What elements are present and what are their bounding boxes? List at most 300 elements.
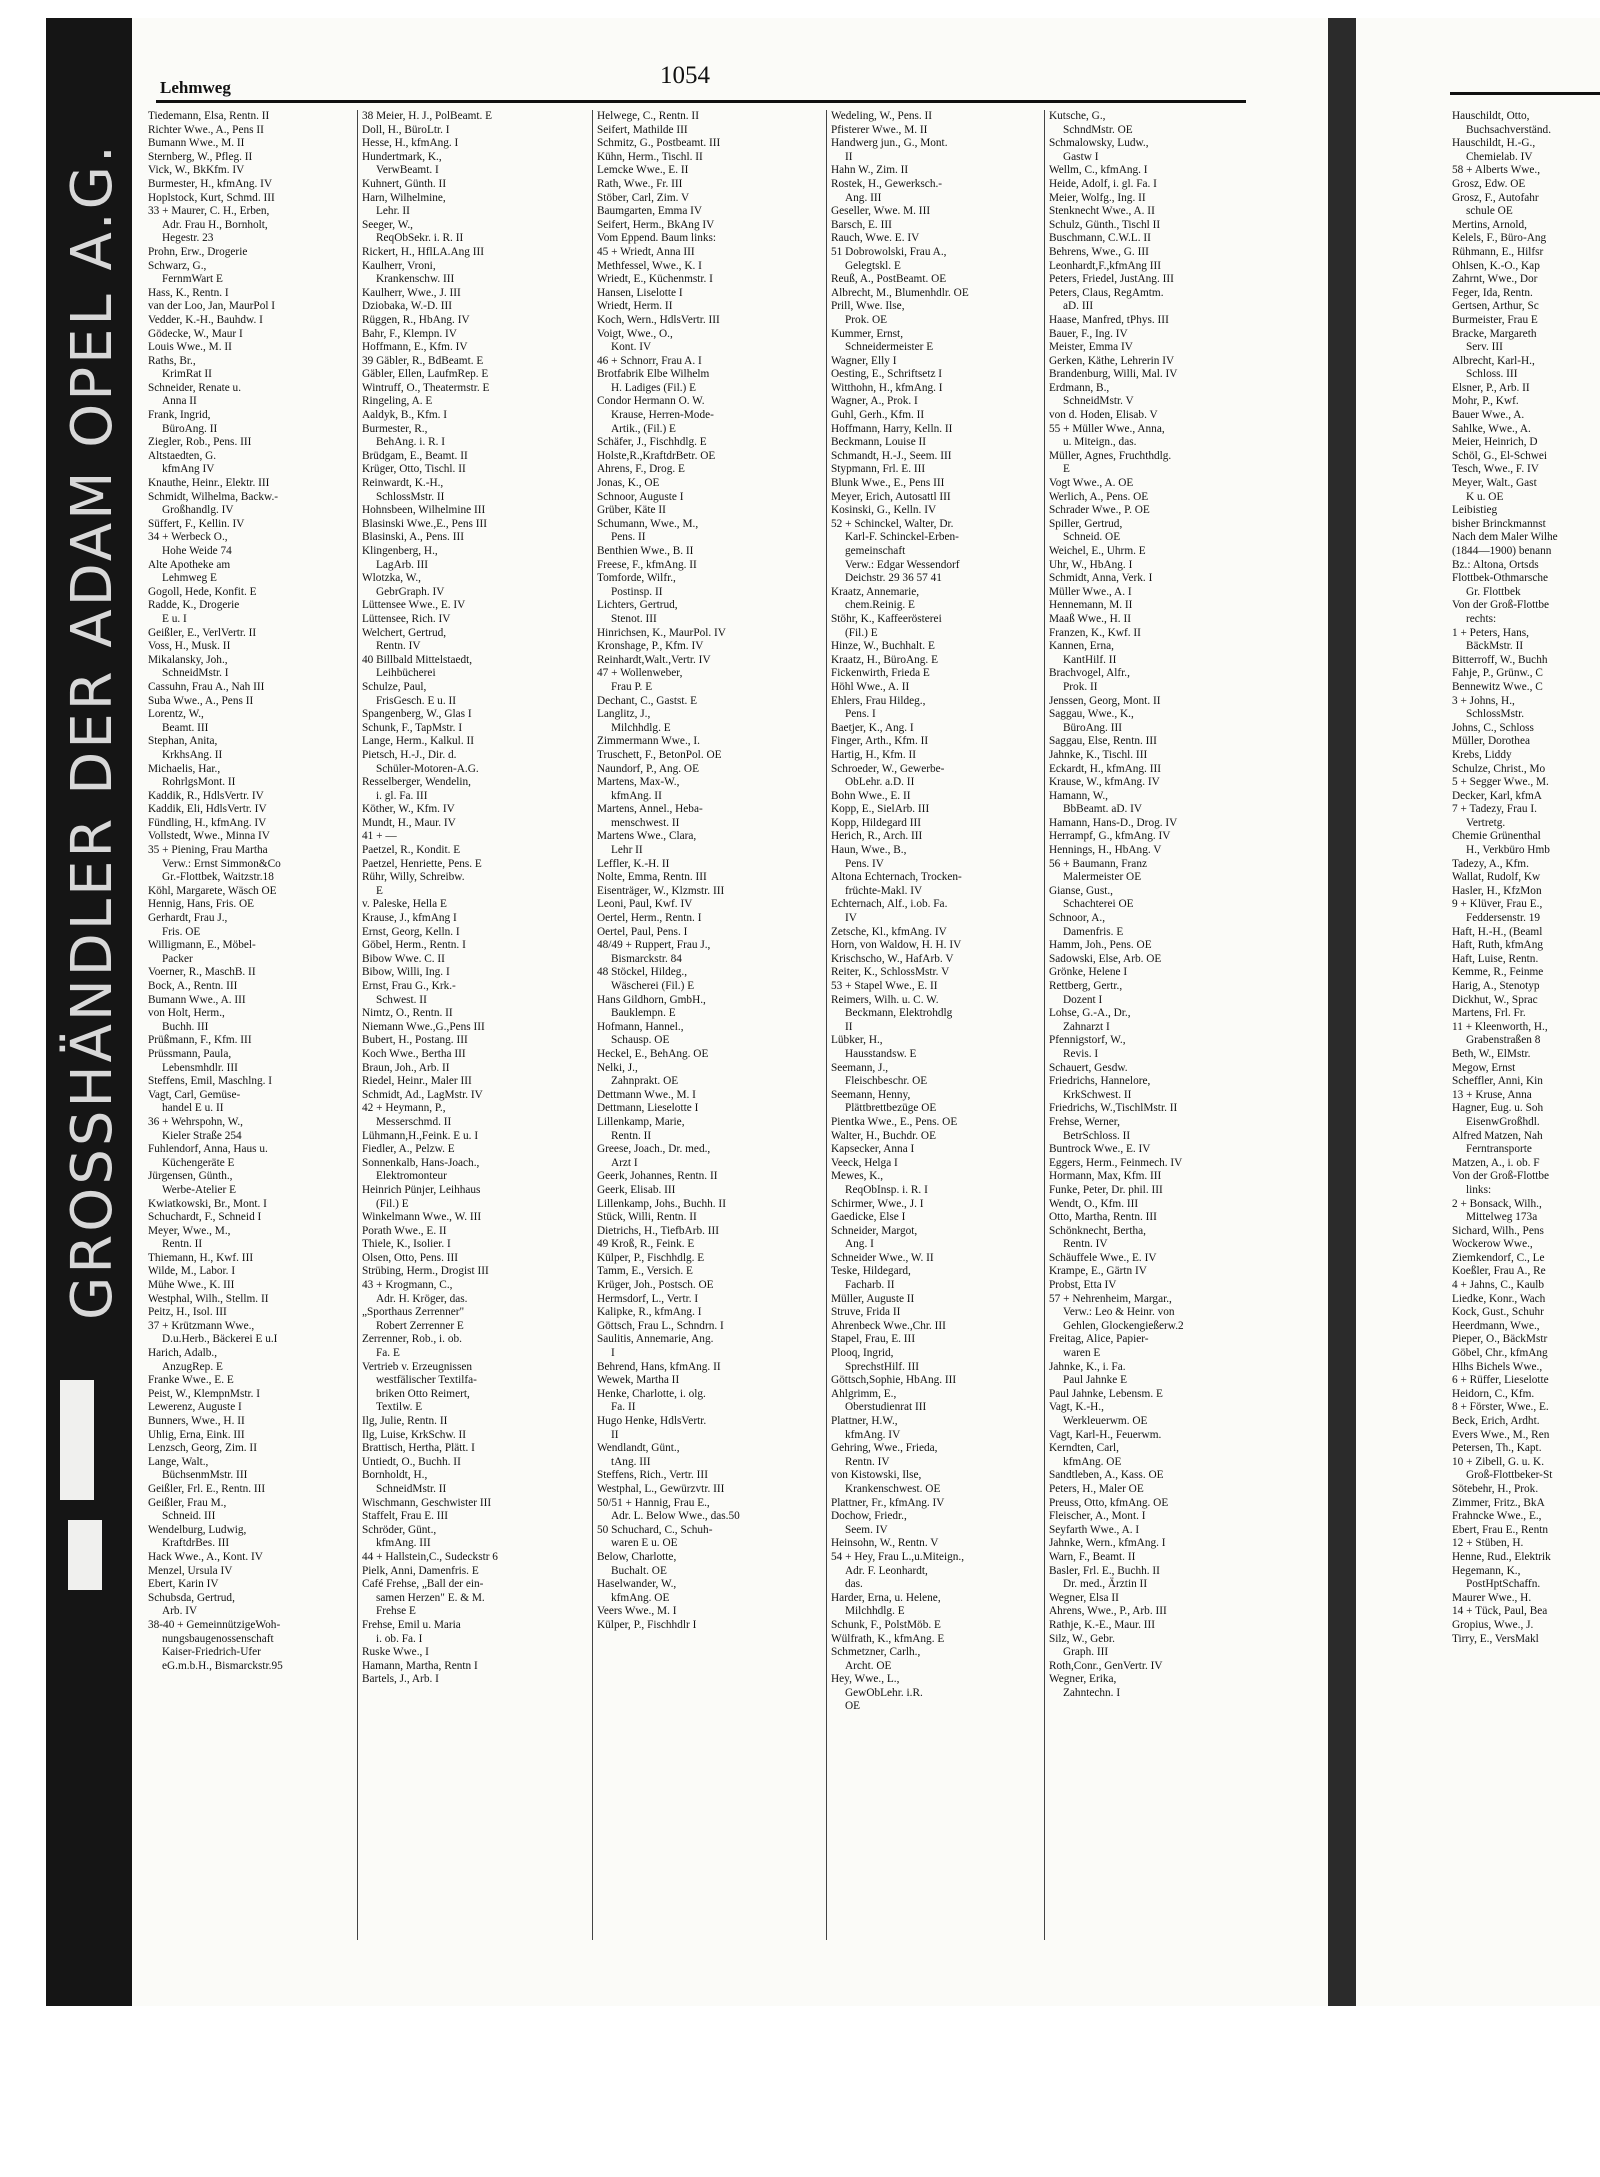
- directory-entry: Kaulherr, Vroni,: [362, 259, 436, 272]
- directory-entry: Martens, Max-W.,: [597, 776, 680, 789]
- directory-entry: Dietrichs, H., TiefbArb. III: [597, 1224, 720, 1237]
- directory-column-2: [362, 110, 588, 1950]
- directory-entry: Wendlandt, Günt.,: [597, 1442, 680, 1455]
- directory-entry: Bumann Wwe., A. III: [148, 993, 246, 1006]
- directory-entry: KraftdrBes. III: [162, 1537, 230, 1550]
- directory-entry: Pfennigstorf, W.,: [1049, 1034, 1126, 1047]
- directory-entry: Freese, F., kfmAng. II: [597, 558, 697, 571]
- directory-entry: Schneidermeister E: [845, 341, 934, 354]
- directory-entry: Ziemkendorf, C., Le: [1452, 1251, 1545, 1264]
- directory-entry: Alfred Matzen, Nah: [1452, 1129, 1543, 1142]
- directory-entry: Karl-F. Schinckel-Erben-: [845, 531, 959, 544]
- directory-entry: 55 + Müller Wwe., Anna,: [1049, 422, 1165, 435]
- directory-entry: Kummer, Ernst,: [831, 327, 904, 340]
- directory-entry: Sahlke, Wwe., A.: [1452, 422, 1531, 435]
- directory-entry: Schäfer, J., Fischhdlg. E: [597, 436, 707, 449]
- directory-entry: Wewek, Martha II: [597, 1374, 680, 1387]
- directory-entry: Hugo Henke, HdlsVertr.: [597, 1415, 707, 1427]
- directory-entry: Heerdmann, Wwe.,: [1452, 1319, 1540, 1332]
- directory-entry: Peters, Friedel, JustAng. III: [1049, 273, 1174, 286]
- directory-entry: Ang. III: [845, 191, 882, 204]
- directory-entry: Thiemann, H., Kwf. III: [148, 1251, 254, 1264]
- directory-entry: Zerrenner, Rob., i. ob.: [362, 1333, 462, 1346]
- directory-entry: Messerschmd. II: [376, 1115, 452, 1128]
- directory-entry: Hlhs Bichels Wwe.,: [1452, 1360, 1543, 1373]
- directory-entry: Sötebehr, H., Prok.: [1452, 1482, 1539, 1495]
- directory-entry: Nimtz, O., Rentn. II: [362, 1007, 453, 1020]
- directory-entry: Baumgarten, Emma IV: [597, 205, 703, 218]
- directory-entry: Ohlsen, K.-O., Kap: [1452, 259, 1540, 272]
- directory-entry: Lübker, H.,: [831, 1034, 883, 1047]
- directory-entry: von d. Hoden, Elisab. V: [1049, 409, 1158, 422]
- directory-entry: gemeinschaft: [845, 545, 906, 557]
- directory-entry: Gropius, Wwe., J.: [1452, 1618, 1534, 1631]
- directory-entry: Porath Wwe., E. II: [362, 1224, 447, 1237]
- directory-entry: Werkleuerwm. OE: [1063, 1415, 1148, 1427]
- directory-entry: Beth, W., ElMstr.: [1452, 1047, 1531, 1060]
- directory-entry: Truschett, F., BetonPol. OE: [597, 748, 722, 761]
- directory-entry: Hermsdorf, L., Vertr. I: [597, 1292, 699, 1305]
- directory-entry: kfmAng. OE: [611, 1591, 670, 1604]
- directory-entry: Echternach, Alf., i.ob. Fa.: [831, 898, 948, 911]
- directory-entry: VerwBeamt. I: [376, 164, 439, 177]
- directory-entry: 7 + Tadezy, Frau I.: [1452, 803, 1537, 816]
- directory-entry: Langlitz, J.,: [597, 708, 651, 721]
- directory-entry: samen Herzen" E. & M.: [376, 1591, 485, 1604]
- directory-entry: Burmester, H., kfmAng. IV: [148, 177, 273, 190]
- directory-entry: Lenzsch, Georg, Zim. II: [148, 1442, 257, 1455]
- directory-entry: Ruske Wwe., I: [362, 1646, 429, 1659]
- directory-entry: Gehlen, Glockengießerw.2: [1063, 1319, 1184, 1332]
- directory-entry: von Kistowski, Ilse,: [831, 1469, 922, 1482]
- directory-entry: Walter, H., Buchdr. OE: [831, 1129, 936, 1142]
- directory-entry: E: [376, 884, 383, 897]
- directory-entry: Dochow, Friedr.,: [831, 1510, 907, 1523]
- directory-entry: Finger, Arth., Kfm. II: [831, 735, 929, 748]
- directory-entry: Wellm, C., kfmAng. I: [1049, 164, 1148, 177]
- directory-entry: Köther, W., Kfm. IV: [362, 803, 455, 816]
- directory-entry: Hennig, Hans, Fris. OE: [148, 898, 255, 911]
- directory-column-5: [1049, 110, 1277, 1950]
- directory-entry: Krampe, E., Gärtn IV: [1049, 1265, 1147, 1278]
- directory-entry: Bracke, Margareth: [1452, 327, 1537, 340]
- directory-entry: Leibistieg: [1452, 504, 1498, 517]
- directory-entry: Müller Wwe., A. I: [1049, 585, 1132, 598]
- directory-entry: Bennewitz Wwe., C: [1452, 680, 1543, 693]
- directory-entry: E: [1063, 463, 1070, 476]
- directory-entry: Schöl, G., El-Schwei: [1452, 449, 1548, 462]
- directory-entry: Westphal, L., Gewürzvtr. III: [597, 1482, 725, 1495]
- directory-entry: Schneider Wwe., W. II: [831, 1251, 934, 1264]
- directory-entry: Hoffmann, E., Kfm. IV: [362, 341, 468, 354]
- directory-entry: Bauer Wwe., A.: [1452, 409, 1525, 422]
- directory-entry: Dozent I: [1063, 993, 1103, 1006]
- directory-entry: Lillenkamp, Marie,: [597, 1115, 685, 1128]
- directory-entry: Krebs, Liddy: [1452, 748, 1512, 761]
- spine-decoration: [60, 1380, 94, 1500]
- directory-entry: Pens. IV: [845, 857, 884, 870]
- directory-entry: Buchh. III: [162, 1020, 209, 1033]
- directory-entry: Kaiser-Friedrich-Ufer: [162, 1646, 261, 1659]
- directory-entry: Wlotzka, W.,: [362, 572, 421, 585]
- directory-entry: Kühn, Herm., Tischl. II: [597, 150, 703, 163]
- directory-entry: Rentn. II: [162, 1238, 203, 1251]
- street-name: Lehmweg: [160, 78, 231, 97]
- directory-entry: Jonas, K., OE: [597, 477, 660, 490]
- directory-entry: Rathje, K.-E., Maur. III: [1049, 1618, 1156, 1631]
- directory-entry: Deichstr. 29 36 57 41: [845, 572, 942, 585]
- directory-entry: Lehr. II: [376, 205, 410, 218]
- directory-entry: Buchalt. OE: [611, 1564, 667, 1577]
- directory-entry: Buschmann, C.W.L. II: [1049, 232, 1151, 245]
- directory-entry: Wäscherei (Fil.) E: [611, 980, 695, 992]
- directory-entry: waren E: [1063, 1347, 1101, 1360]
- directory-entry: SchneidMstr. V: [1063, 395, 1134, 408]
- directory-entry: von Holt, Herm.,: [148, 1007, 225, 1020]
- directory-entry: Gödecke, W., Maur I: [148, 327, 243, 340]
- directory-entry: Malermeister OE: [1063, 871, 1142, 884]
- directory-entry: Eggers, Herm., Feinmech. IV: [1049, 1156, 1183, 1169]
- directory-entry: Gertsen, Arthur, Sc: [1452, 300, 1539, 313]
- column-divider: [592, 110, 593, 1940]
- directory-entry: Adr. F. Leonhardt,: [845, 1564, 928, 1577]
- directory-entry: Frehse, Werner,: [1049, 1115, 1120, 1128]
- directory-entry: Göbel, Chr., kfmAng: [1452, 1347, 1548, 1360]
- directory-entry: Elektromonteur: [376, 1170, 447, 1183]
- directory-entry: Göbel, Herm., Rentn. I: [362, 939, 466, 952]
- directory-entry: Gaedicke, Else I: [831, 1211, 906, 1224]
- directory-entry: Hoplstock, Kurt, Schmd. III: [148, 191, 275, 204]
- directory-entry: ReqObInsp. i. R. I: [845, 1183, 928, 1196]
- directory-entry: Freitag, Alice, Papier-: [1049, 1333, 1149, 1346]
- directory-entry: Robert Zerrenner E: [376, 1319, 464, 1332]
- directory-entry: Hey, Wwe., L.,: [831, 1673, 900, 1686]
- directory-column-1: [148, 110, 353, 1950]
- directory-entry: Benthien Wwe., B. II: [597, 545, 694, 557]
- directory-entry: Frehse E: [376, 1605, 416, 1618]
- directory-entry: Hausstandsw. E: [845, 1047, 917, 1060]
- directory-entry: H. Ladiges (Fil.) E: [611, 381, 697, 394]
- directory-entry: PostHptSchaffn.: [1466, 1578, 1541, 1591]
- directory-entry: Chemie Grünenthal: [1452, 830, 1541, 843]
- directory-entry: menschwest. II: [611, 816, 680, 829]
- directory-entry: K u. OE: [1466, 490, 1504, 503]
- directory-entry: rechts:: [1466, 612, 1497, 625]
- directory-entry: Kapsecker, Anna I: [831, 1143, 915, 1156]
- directory-entry: EisenwGroßhdl.: [1466, 1115, 1540, 1128]
- directory-entry: Burmester, R.,: [362, 422, 428, 435]
- directory-entry: Milchhdlg. E: [845, 1605, 905, 1618]
- directory-entry: Jenssen, Georg, Mont. II: [1049, 694, 1161, 707]
- directory-entry: 48/49 + Ruppert, Frau J.,: [597, 939, 711, 952]
- column-divider: [1044, 110, 1045, 1940]
- directory-entry: Hahn W., Zim. II: [831, 164, 909, 177]
- directory-entry: Reinhardt,Walt.,Vertr. IV: [597, 653, 711, 666]
- directory-entry: Plattner, Fr., kfmAng. IV: [831, 1496, 945, 1509]
- directory-entry: Blasinski Wwe.,E., Pens III: [362, 517, 487, 530]
- directory-entry: Rickert, H., HflLA.Ang III: [362, 245, 485, 258]
- directory-entry: Meyer, Walt., Gast: [1452, 477, 1537, 490]
- spine-advertisement: GROSSHÄNDLER DER ADAM OPEL A.G.: [60, 142, 125, 1320]
- directory-entry: Bornholdt, H.,: [362, 1469, 428, 1482]
- directory-entry: Kopp, Hildegard III: [831, 816, 922, 829]
- directory-entry: Probst, Etta IV: [1049, 1279, 1117, 1292]
- directory-entry: Stypmann, Frl. E. III: [831, 463, 926, 476]
- directory-entry: Veeck, Helga I: [831, 1156, 898, 1169]
- directory-entry: Hormann, Max, Kfm. III: [1049, 1170, 1162, 1183]
- directory-entry: Stephan, Anita,: [148, 735, 218, 748]
- directory-entry: Hinrichsen, K., MaurPol. IV: [597, 626, 726, 639]
- directory-entry: Mertins, Arnold,: [1452, 218, 1527, 231]
- directory-entry: Bartels, J., Arb. I: [362, 1673, 439, 1686]
- directory-entry: waren E u. OE: [611, 1537, 678, 1550]
- directory-entry: Prill, Wwe. Ilse,: [831, 300, 905, 313]
- directory-entry: GewObLehr. i.R.: [845, 1686, 923, 1699]
- directory-entry: Schumann, Wwe., M.,: [597, 517, 699, 530]
- directory-entry: Menzel, Ursula IV: [148, 1564, 233, 1577]
- directory-entry: I: [611, 1347, 615, 1360]
- directory-entry: van der Loo, Jan, MaurPol I: [148, 300, 276, 313]
- directory-entry: Untiedt, O., Buchh. II: [362, 1455, 461, 1468]
- directory-entry: Bahr, F., Klempn. IV: [362, 327, 457, 340]
- directory-entry: Stöhr, K., Kaffeerösterei: [831, 612, 942, 625]
- directory-entry: Meier, Heinrich, D: [1452, 436, 1538, 449]
- directory-entry: kfmAng. IV: [845, 1428, 901, 1441]
- directory-entry: Steffens, Emil, Maschlng. I: [148, 1075, 273, 1088]
- directory-entry: Seifert, Herm., BkAng IV: [597, 218, 715, 231]
- directory-entry: SchlossMstr.: [1466, 708, 1525, 721]
- directory-entry: briken Otto Reimert,: [376, 1387, 470, 1400]
- directory-entry: Brattisch, Hertha, Plätt. I: [362, 1442, 475, 1455]
- directory-entry: Wintruff, O., Theatermstr. E: [362, 381, 490, 394]
- directory-entry: Dettmann, Lieselotte I: [597, 1102, 699, 1115]
- directory-entry: 57 + Nehrenheim, Margar.,: [1049, 1292, 1172, 1305]
- directory-entry: Lehmweg E: [162, 572, 217, 585]
- directory-entry: Verw.: Ernst Simmon&Co: [162, 857, 281, 870]
- directory-entry: Schneid. III: [162, 1510, 216, 1523]
- header-rule: [1450, 92, 1600, 95]
- directory-entry: Hamann, Martha, Rentn I: [362, 1659, 478, 1672]
- directory-entry: Brüdgam, E., Beamt. II: [362, 449, 468, 462]
- directory-entry: Evers Wwe., M., Ren: [1452, 1428, 1550, 1441]
- directory-entry: Bunners, Wwe., H. II: [148, 1415, 245, 1427]
- directory-entry: Kraatz, Annemarie,: [831, 585, 920, 598]
- directory-entry: Olsen, Otto, Pens. III: [362, 1251, 459, 1264]
- directory-entry: Hegestr. 23: [162, 232, 214, 245]
- directory-entry: bisher Brinckmannst: [1452, 517, 1546, 530]
- directory-entry: Reiter, K., SchlossMstr. V: [831, 966, 950, 979]
- directory-entry: Hennings, H., HbAng. V: [1049, 844, 1162, 857]
- directory-entry: 47 + Wollenweber,: [597, 667, 683, 680]
- directory-entry: BüroAng. II: [162, 422, 218, 435]
- directory-entry: Hansen, Liselotte I: [597, 286, 683, 299]
- directory-entry: 44 + Hallstein,C., Sudeckstr 6: [362, 1550, 498, 1563]
- directory-entry: Kemme, R., Feinme: [1452, 966, 1544, 979]
- directory-entry: Pieper, O., BäckMstr: [1452, 1333, 1548, 1346]
- directory-entry: SchneidMstr. II: [376, 1482, 447, 1495]
- directory-entry: Artik., (Fil.) E: [611, 422, 676, 435]
- directory-entry: Vollstedt, Wwe., Minna IV: [148, 830, 270, 843]
- directory-entry: Kaulherr, Wwe., J. III: [362, 286, 461, 299]
- directory-entry: 4 + Jahns, C., Kaulb: [1452, 1279, 1545, 1292]
- directory-entry: IV: [845, 912, 857, 925]
- directory-entry: Kerndten, Carl,: [1049, 1442, 1119, 1455]
- directory-entry: Baetjer, K., Ang. I: [831, 721, 914, 734]
- directory-entry: Kosinski, G., Kelln. IV: [831, 504, 937, 517]
- directory-entry: Prok. OE: [845, 313, 888, 326]
- directory-entry: Vagt, K.-H.,: [1049, 1401, 1104, 1414]
- directory-entry: Reimers, Wilh. u. C. W.: [831, 993, 939, 1006]
- directory-entry: Eisenträger, W., Klzmstr. III: [597, 884, 725, 897]
- directory-entry: Schausp. OE: [611, 1034, 670, 1047]
- directory-entry: früchte-Makl. IV: [845, 884, 923, 897]
- directory-entry: Heide, Adolf, i. gl. Fa. I: [1049, 177, 1157, 190]
- directory-entry: Witthohn, H., kfmAng. I: [831, 381, 943, 394]
- directory-entry: Flottbek-Othmarsche: [1452, 572, 1549, 585]
- directory-entry: Grüber, Käte II: [597, 504, 666, 517]
- directory-entry: Fündling, H., kfmAng. IV: [148, 816, 267, 829]
- directory-entry: Schulz, Günth., Tischl II: [1049, 218, 1161, 231]
- directory-entry: eG.m.b.H., Bismarckstr.95: [162, 1659, 283, 1672]
- directory-entry: Petersen, Th., Kapt.: [1452, 1442, 1542, 1455]
- directory-entry: handel E u. II: [162, 1102, 224, 1115]
- directory-entry: Tesch, Wwe., F. IV: [1452, 463, 1539, 476]
- directory-entry: Gäbler, Ellen, LaufmRep. E: [362, 368, 489, 381]
- directory-entry: Albrecht, Karl-H.,: [1452, 354, 1535, 367]
- directory-entry: Seem. IV: [845, 1523, 888, 1536]
- directory-entry: Zimmer, Fritz., BkA: [1452, 1496, 1545, 1509]
- directory-entry: Mühe Wwe., K. III: [148, 1279, 235, 1292]
- directory-entry: Wallat, Rudolf, Kw: [1452, 871, 1541, 884]
- directory-entry: Leonhardt,F.,kfmAng III: [1049, 259, 1162, 272]
- directory-entry: Wegner, Erika,: [1049, 1673, 1117, 1686]
- directory-entry: Liedke, Konr., Wach: [1452, 1292, 1546, 1305]
- directory-entry: Zetsche, Kl., kfmAng. IV: [831, 925, 947, 938]
- directory-entry: Müller, Dorothea: [1452, 735, 1530, 748]
- directory-entry: i. gl. Fa. III: [376, 789, 428, 802]
- directory-entry: Basler, Frl. E., Buchh. II: [1049, 1564, 1160, 1577]
- directory-entry: KrkhsAng. II: [162, 748, 223, 761]
- directory-entry: Fuhlendorf, Anna, Haus u.: [148, 1143, 268, 1156]
- directory-entry: Peters, Claus, RegAmtm.: [1049, 286, 1164, 299]
- directory-entry: Voigt, Wwe., O.,: [597, 327, 673, 340]
- directory-entry: Dechant, C., Gastst. E: [597, 694, 698, 707]
- directory-entry: Schachterei OE: [1063, 898, 1134, 911]
- directory-entry: Burmeister, Frau E: [1452, 313, 1538, 326]
- directory-entry: Stenknecht Wwe., A. II: [1049, 205, 1155, 218]
- directory-entry: Bauklempn. E: [611, 1007, 676, 1020]
- directory-entry: Frahncke Wwe., E.,: [1452, 1510, 1542, 1523]
- directory-entry: 48 Stöckel, Hildeg.,: [597, 966, 688, 979]
- directory-entry: Maurer Wwe., H.: [1452, 1591, 1532, 1604]
- directory-entry: Beckmann, Elektrohdlg: [845, 1007, 953, 1020]
- directory-entry: Paetzel, Henriette, Pens. E: [362, 857, 482, 870]
- directory-entry: Eckardt, H., kfmAng. III: [1049, 762, 1161, 775]
- directory-entry: Adr. H. Kröger, das.: [376, 1292, 468, 1305]
- directory-entry: Franke Wwe., E. E: [148, 1374, 234, 1387]
- directory-entry: Höhl Wwe., A. II: [831, 680, 910, 693]
- directory-entry: Seifert, Mathilde III: [597, 123, 688, 136]
- directory-entry: Bock, A., Rentn. III: [148, 980, 238, 992]
- directory-entry: Nach dem Maler Wilhe: [1452, 531, 1558, 544]
- directory-entry: Rentn. IV: [1063, 1238, 1108, 1251]
- directory-entry: Stöber, Carl, Zim. V: [597, 191, 690, 204]
- directory-entry: (Fil.) E: [845, 626, 878, 639]
- directory-entry: FernmWart E: [162, 273, 223, 286]
- directory-entry: Suba Wwe., A., Pens II: [148, 694, 254, 707]
- directory-entry: Müller, Agnes, Fruchthdlg.: [1049, 449, 1172, 462]
- directory-entry: Wilde, M., Labor. I: [148, 1265, 236, 1278]
- directory-column-4: [831, 110, 1041, 1950]
- directory-entry: Peters, H., Maler OE: [1049, 1482, 1144, 1495]
- directory-entry: Rentn. IV: [845, 1455, 890, 1468]
- directory-entry: Vertrieb v. Erzeugnissen: [362, 1360, 473, 1373]
- directory-entry: 49 Kroß, R., Feink. E: [597, 1238, 695, 1251]
- directory-entry: Martens Wwe., Clara,: [597, 830, 697, 843]
- directory-entry: Beck, Erich, Ardht.: [1452, 1415, 1540, 1427]
- directory-entry: Ernst, Georg, Kelln. I: [362, 925, 460, 938]
- directory-entry: II: [845, 150, 853, 163]
- directory-entry: Lüttensee Wwe., E. IV: [362, 599, 466, 612]
- directory-entry: Handwerg jun., G., Mont.: [831, 137, 948, 150]
- directory-entry: Kieler Straße 254: [162, 1129, 242, 1142]
- directory-entry: Wagner, Elly I: [831, 354, 897, 367]
- directory-entry: II: [845, 1020, 853, 1033]
- directory-entry: RohrlgsMont. II: [162, 776, 236, 789]
- directory-entry: Krankenschwest. OE: [845, 1482, 941, 1495]
- directory-entry: Ziegler, Rob., Pens. III: [148, 436, 252, 449]
- directory-entry: Hoffmann, Harry, Kelln. II: [831, 422, 953, 435]
- directory-entry: 54 + Hey, Frau L.,u.Miteign.,: [831, 1550, 965, 1563]
- directory-entry: BäckMstr. II: [1466, 640, 1524, 653]
- directory-entry: Oertel, Paul, Pens. I: [597, 925, 688, 938]
- directory-entry: Veers Wwe., M. I: [597, 1605, 677, 1618]
- directory-entry: Gianse, Gust.,: [1049, 884, 1114, 897]
- directory-entry: Blasinski, A., Pens. III: [362, 531, 464, 544]
- directory-entry: Aaldyk, B., Kfm. I: [362, 409, 448, 422]
- directory-entry: Bz.: Altona, Ortsds: [1452, 558, 1539, 571]
- directory-entry: Brachvogel, Alfr.,: [1049, 667, 1130, 680]
- directory-entry: Uhr, W., HbAng. I: [1049, 558, 1133, 571]
- directory-entry: Martens, Frl. Fr.: [1452, 1007, 1526, 1020]
- directory-entry: Gelegtskl. E: [845, 259, 901, 272]
- directory-entry: Seyfarth Wwe., A. I: [1049, 1523, 1140, 1536]
- directory-entry: Prüßmann, F., Kfm. III: [148, 1034, 252, 1047]
- directory-entry: Behrens, Wwe., G. III: [1049, 245, 1149, 258]
- directory-entry: Fa. II: [611, 1401, 636, 1414]
- directory-entry: (Fil.) E: [376, 1197, 409, 1210]
- directory-entry: Sonnenkalb, Hans-Joach.,: [362, 1156, 480, 1169]
- directory-entry: Schunk, F., TapMstr. I: [362, 721, 463, 734]
- directory-entry: Vick, W., BkKfm. IV: [148, 164, 245, 177]
- directory-entry: Ahrens, F., Drog. E: [597, 463, 685, 476]
- directory-entry: aD. III: [1063, 300, 1094, 313]
- directory-entry: Dickhut, W., Sprac: [1452, 993, 1538, 1006]
- directory-entry: Voerner, R., MaschB. II: [148, 966, 256, 979]
- directory-entry: Oesting, E., Schriftsetz I: [831, 368, 943, 381]
- directory-entry: Revis. I: [1063, 1047, 1099, 1060]
- directory-entry: Bumann Wwe., M. II: [148, 137, 245, 150]
- directory-entry: Von der Groß-Flottbe: [1452, 599, 1550, 612]
- directory-entry: Kalipke, R., kfmAng. I: [597, 1306, 702, 1319]
- directory-entry: Vertretg.: [1466, 816, 1506, 829]
- directory-entry: Adr. Frau H., Bornholt,: [162, 218, 268, 231]
- directory-entry: Ilg, Julie, Rentn. II: [362, 1415, 448, 1427]
- directory-entry: Kopp, E., SielArb. III: [831, 803, 930, 816]
- directory-entry: Paetzel, R., Kondit. E: [362, 844, 461, 857]
- directory-entry: Harn, Wilhelmine,: [362, 191, 446, 204]
- directory-entry: Kronshage, P., Kfm. IV: [597, 640, 704, 653]
